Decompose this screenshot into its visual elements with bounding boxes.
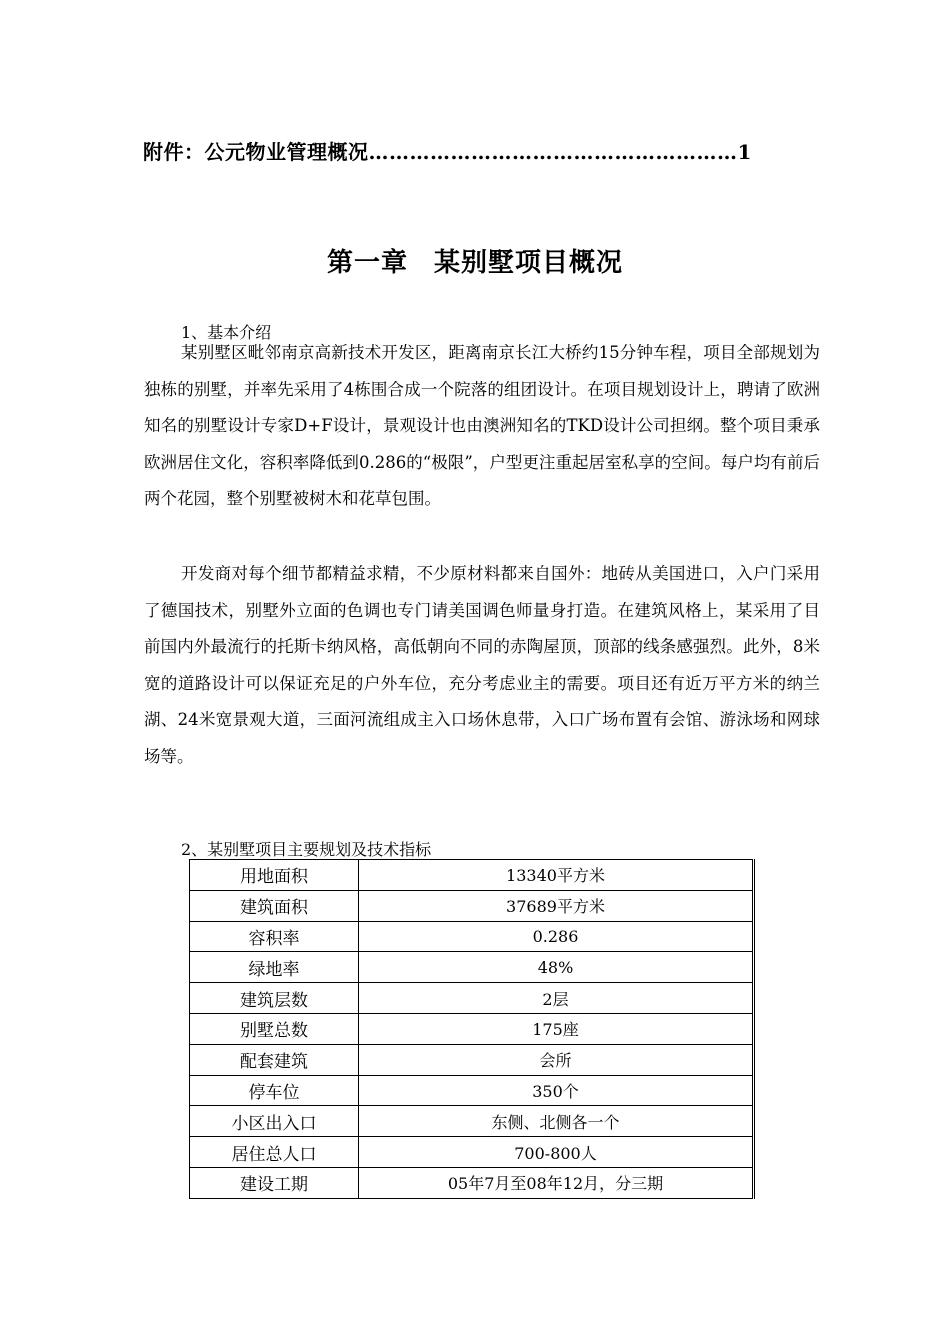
spec-label-cell: 建设工期 — [190, 1167, 359, 1198]
spec-label-cell: 小区出入口 — [190, 1106, 359, 1137]
spec-label-cell: 用地面积 — [190, 860, 359, 891]
chapter-title — [0, 242, 950, 279]
table-row — [190, 1013, 754, 1044]
paragraph-intro-2: 开发商对每个细节都精益求精，不少原材料都来自国外：地砖从美国进口，入户门采用了德国技术，别墅外立面的色调也专门请美国调色师量身打造。在建筑风格上，某采用了目前国内外最流行的托斯卡纳风格，高低朝向不同的赤陶屋顶，顶部的线条感强烈。此外，8米宽的道路设计可以保证充足的户外车位，充分考虑业主的需要。项目还有近万平方米的纳兰湖、24米宽景观大道，三面河流组成主入口场休息带，入口广场布置有会馆、游泳场和网球场等。 — [144, 564, 820, 766]
spec-value-cell: 37689平方米 — [359, 890, 754, 921]
spec-value-cell: 175座 — [359, 1013, 754, 1044]
table-row — [190, 1075, 754, 1106]
spec-value-cell: 48% — [359, 952, 754, 983]
spec-value-cell: 05年7月至08年12月，分三期 — [359, 1167, 754, 1198]
chapter-name: 某别墅项目概况 — [434, 248, 624, 278]
spec-label-cell: 容积率 — [190, 921, 359, 952]
spec-value-cell: 会所 — [359, 1044, 754, 1075]
spec-label-cell: 绿地率 — [190, 952, 359, 983]
toc-entry-label: 附件：公元物业管理概况 — [143, 140, 369, 164]
spec-value-cell: 350个 — [359, 1075, 754, 1106]
table-row — [190, 1106, 754, 1137]
table-row — [190, 983, 754, 1014]
spec-label-cell: 配套建筑 — [190, 1044, 359, 1075]
table-row — [190, 1167, 754, 1198]
table-row — [190, 860, 754, 891]
section-heading-basic-intro: 1、基本介绍 — [181, 323, 272, 342]
spec-value-cell: 13340平方米 — [359, 860, 754, 891]
spec-value-cell: 700-800人 — [359, 1137, 754, 1168]
spec-label-cell: 居住总人口 — [190, 1137, 359, 1168]
specs-table — [189, 859, 755, 1199]
spec-value-cell: 东侧、北侧各一个 — [359, 1106, 754, 1137]
table-row — [190, 890, 754, 921]
paragraph-intro-1: 某别墅区毗邻南京高新技术开发区，距离南京长江大桥约15分钟车程，项目全部规划为独栋的别墅，并率先采用了4栋围合成一个院落的组团设计。在项目规划设计上，聘请了欧洲知名的别墅设计专家D+F设计，景观设计也由澳洲知名的TKD设计公司担纲。整个项目秉承欧洲居住文化，容积率降低到0.286的“极限”，户型更注重起居室私享的空间。每户均有前后两个花园，整个别墅被树木和花草包围。 — [144, 343, 820, 508]
table-row — [190, 1137, 754, 1168]
section-heading-specs: 2、某别墅项目主要规划及技术指标 — [181, 840, 432, 859]
table-row — [190, 952, 754, 983]
table-row — [190, 1044, 754, 1075]
table-row — [190, 921, 754, 952]
spec-label-cell: 建筑面积 — [190, 890, 359, 921]
toc-entry-leader: ……………………………………………… — [368, 140, 738, 164]
toc-entry-page-number: 1 — [737, 140, 752, 164]
spec-value-cell: 0.286 — [359, 921, 754, 952]
spec-label-cell: 别墅总数 — [190, 1013, 359, 1044]
chapter-number: 第一章 — [326, 248, 408, 278]
spec-label-cell: 停车位 — [190, 1075, 359, 1106]
toc-entry[interactable] — [143, 136, 752, 165]
spec-value-cell: 2层 — [359, 983, 754, 1014]
spec-label-cell: 建筑层数 — [190, 983, 359, 1014]
